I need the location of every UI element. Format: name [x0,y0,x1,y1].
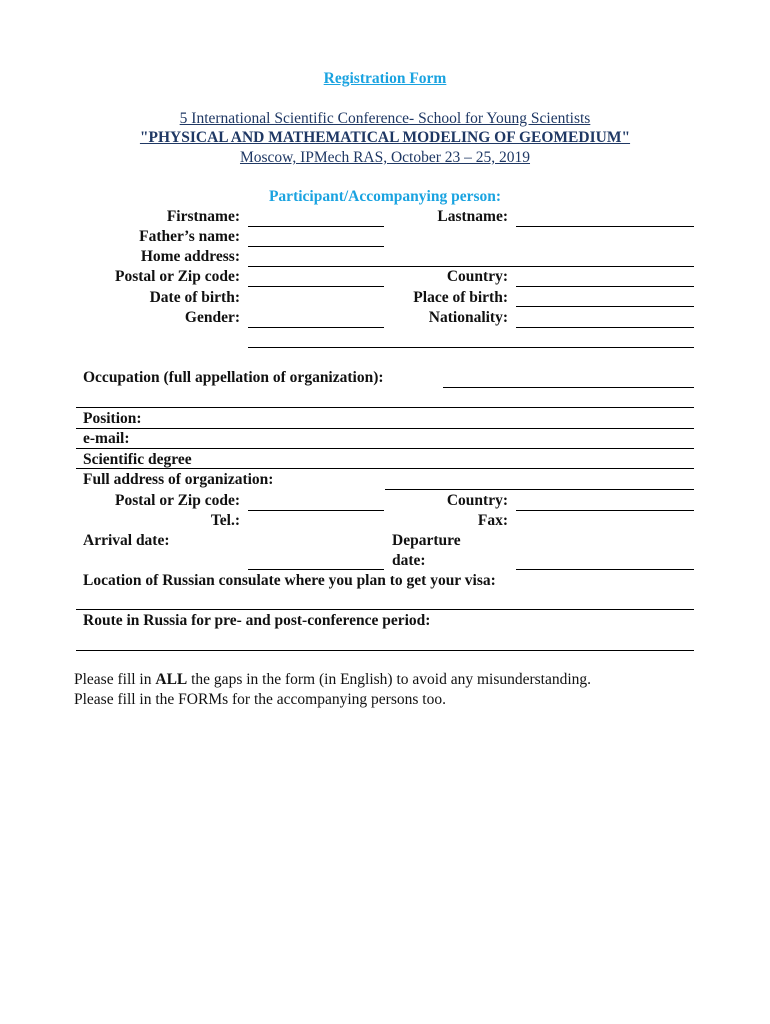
full-address-field[interactable] [385,489,694,490]
gender-field[interactable] [248,327,384,328]
work-postal-code-field[interactable] [248,510,384,511]
fathers-name-field[interactable] [248,246,384,247]
tel-label: Tel.: [210,512,240,529]
fax-label: Fax: [477,512,508,529]
instruction-text-post: the gaps in the form (in English) to avoid any misunderstanding. [187,671,592,688]
section-title-participant: Participant/Accompanying person: [268,188,502,205]
occupation-field-continued[interactable] [76,407,694,408]
scientific-degree-field[interactable] [76,468,694,469]
country-label: Country: [446,268,508,285]
nationality-field[interactable] [516,327,694,328]
fathers-name-label: Father’s name: [139,228,240,245]
full-address-label: Full address of organization: [83,471,274,488]
home-address-field[interactable] [248,266,694,267]
extra-field[interactable] [248,347,694,348]
position-label: Position: [83,410,142,427]
place-date: Moscow, IPMech RAS, October 23 – 25, 2019 [239,149,531,166]
date-of-birth-label: Date of birth: [149,289,240,306]
lastname-field[interactable] [516,226,694,227]
country-field[interactable] [516,286,694,287]
route-label: Route in Russia for pre- and post-conference period: [83,612,431,629]
home-address-label: Home address: [140,248,240,265]
occupation-field[interactable] [443,387,694,388]
work-country-field[interactable] [516,510,694,511]
instruction-text-pre: Please fill in [74,671,156,688]
arrival-date-field[interactable] [248,569,384,570]
conference-name: "PHYSICAL AND MATHEMATICAL MODELING OF GEOMEDIUM" [139,129,631,146]
lastname-label: Lastname: [437,208,508,225]
route-field[interactable] [76,650,694,651]
instruction-line-2: Please fill in the FORMs for the accompanying persons too. [74,691,446,708]
arrival-date-label: Arrival date: [83,532,170,549]
form-title: Registration Form [323,70,447,87]
firstname-field[interactable] [248,226,384,227]
nationality-label: Nationality: [428,309,508,326]
departure-date-field[interactable] [516,569,694,570]
instruction-emphasis: ALL [155,671,188,688]
conference-line: 5 International Scientific Conference- School for Young Scientists [179,110,591,127]
postal-code-field[interactable] [248,286,384,287]
place-of-birth-field[interactable] [516,306,694,307]
consulate-label: Location of Russian consulate where you plan to get your visa: [83,572,496,589]
occupation-label: Occupation (full appellation of organization): [83,369,384,386]
email-field[interactable] [76,448,694,449]
gender-label: Gender: [184,309,240,326]
departure-label-line1: Departure [392,532,461,549]
work-country-label: Country: [446,492,508,509]
scientific-degree-label: Scientific degree [83,451,192,468]
firstname-label: Firstname: [166,208,240,225]
position-field[interactable] [76,428,694,429]
email-label: e-mail: [83,430,130,447]
place-of-birth-label: Place of birth: [413,289,508,306]
postal-code-label: Postal or Zip code: [115,268,240,285]
instruction-line-1 [74,671,591,689]
work-postal-code-label: Postal or Zip code: [115,492,240,509]
consulate-field[interactable] [76,609,694,610]
departure-label-line2: date: [392,552,426,569]
